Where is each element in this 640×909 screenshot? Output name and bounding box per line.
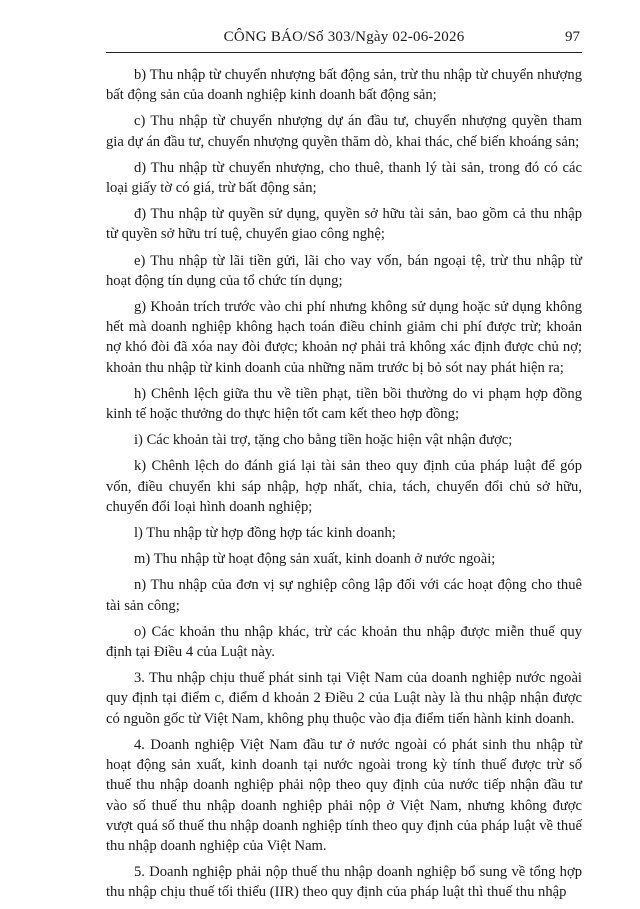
paragraph-dd: đ) Thu nhập từ quyền sử dụng, quyền sở hữu tài sản, bao gồm cả thu nhập từ quyền sở hữu trí tuệ, chuyển giao công nghệ; [106,206,582,243]
paragraph-h: h) Chênh lệch giữa thu về tiền phạt, tiền bồi thường do vi phạm hợp đồng kinh tế hoặc thưởng do thực hiện tốt cam kết theo hợp đồng; [106,385,582,423]
paragraph-o: o) Các khoản thu nhập khác, trừ các khoản thu nhập được miễn thuế quy định tại Điều 4 của Luật này. [106,623,582,661]
clause-5: 5. Doanh nghiệp phải nộp thuế thu nhập doanh nghiệp bổ sung về tổng hợp thu nhập chịu thuế tối thiểu (IIR) theo quy định của pháp luật thì thuế thu nhập [106,864,582,901]
paragraph-b: b) Thu nhập từ chuyển nhượng bất động sản, trừ thu nhập từ chuyển nhượng bất động sản của doanh nghiệp kinh doanh bất động sản; [106,67,582,104]
paragraph-i: i) Các khoản tài trợ, tặng cho bằng tiền hoặc hiện vật nhận được; [134,432,513,449]
gazette-title: CÔNG BÁO/Số 303/Ngày 02-06-2026 [223,29,465,45]
page-header [106,24,582,53]
clause-4: 4. Doanh nghiệp Việt Nam đầu tư ở nước ngoài có phát sinh thu nhập từ hoạt động sản xuất, kinh doanh tại nước ngoài trong kỳ tính thuế được trừ số thuế thu nhập doanh nghiệp phải nộp theo quy định của nước tiếp nhận đầu tư vào số thuế thu nhập doanh nghiệp phải nộp ở Việt Nam, nhưng không được vượt quá số thuế thu nhập doanh nghiệp tính theo quy định của pháp luật về thuế thu nhập doanh nghiệp của Việt Nam. [106,736,582,854]
paragraph-l: l) Thu nhập từ hợp đồng hợp tác kinh doanh; [134,525,396,542]
paragraph-d: d) Thu nhập từ chuyển nhượng, cho thuê, thanh lý tài sản, trong đó có các loại giấy tờ có giá, trừ bất động sản; [106,159,582,197]
paragraph-k: k) Chênh lệch do đánh giá lại tài sản theo quy định của pháp luật để góp vốn, điều chuyển khi sáp nhập, hợp nhất, chia, tách, chuyển đổi chủ sở hữu, chuyển đổi loại hình doanh nghiệp; [106,458,582,515]
page-number: 97 [565,29,580,45]
paragraph-n: n) Thu nhập của đơn vị sự nghiệp công lập đối với các hoạt động cho thuê tài sản công; [106,577,582,614]
paragraph-m: m) Thu nhập từ hoạt động sản xuất, kinh doanh ở nước ngoài; [134,551,496,568]
clause-3: 3. Thu nhập chịu thuế phát sinh tại Việt Nam của doanh nghiệp nước ngoài quy định tại điểm c, điểm d khoản 2 Điều 2 của Luật này là thu nhập nhận được có nguồn gốc từ Việt Nam, không phụ thuộc vào địa điểm tiến hành kinh doanh. [106,670,582,727]
document-body [106,65,582,909]
paragraph-e: e) Thu nhập từ lãi tiền gửi, lãi cho vay vốn, bán ngoại tệ, trừ thu nhập từ hoạt động tín dụng của tổ chức tín dụng; [106,252,582,289]
paragraph-g: g) Khoản trích trước vào chi phí nhưng không sử dụng hoặc sử dụng không hết mà doanh nghiệp không hạch toán điều chỉnh giảm chi phí được trừ; khoản nợ khó đòi đã xóa nay đòi được; khoản nợ phải trả không xác định được chủ nợ; khoản thu nhập từ kinh doanh của những năm trước bị bỏ sót nay phát hiện ra; [106,299,582,376]
paragraph-c: c) Thu nhập từ chuyển nhượng dự án đầu tư, chuyển nhượng quyền tham gia dự án đầu tư, chuyển nhượng quyền thăm dò, khai thác, chế biến khoáng sản; [106,113,582,150]
